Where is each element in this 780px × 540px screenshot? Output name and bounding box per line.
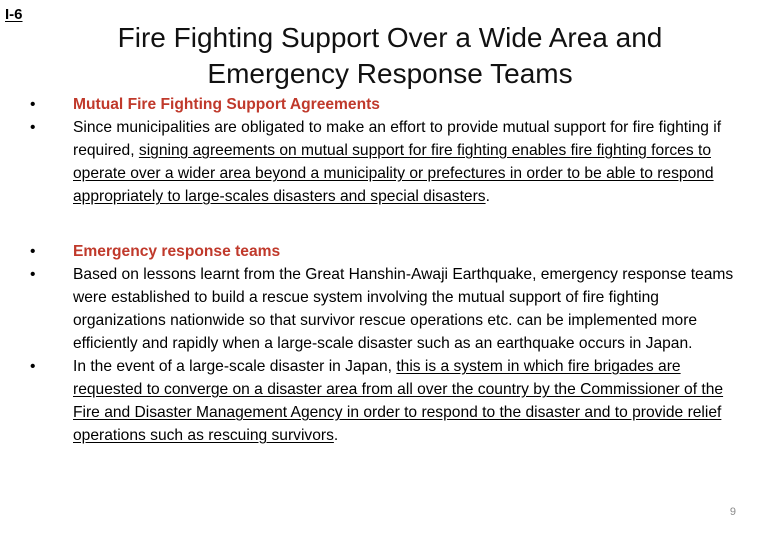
section-emergency-teams: [28, 240, 740, 447]
bullet-icon: •: [30, 96, 36, 113]
bullet-icon: •: [30, 243, 36, 260]
body-text: Based on lessons learnt from the Great Hanshin-Awaji Earthquake, emergency response teams were established to build a rescue system involving the mutual support of fire fighting organizations nationwide so that survivor rescue operations etc. can be implemented more efficiently and rapidly when a large-scale disaster such as an earthquake occurs in Japan.: [73, 266, 734, 352]
heading-emergency-teams: Emergency response teams: [73, 243, 281, 260]
bullet-heading-mutual-support: [28, 93, 740, 116]
page-number: 9: [729, 506, 736, 518]
body-suffix: .: [333, 427, 339, 444]
bullet-icon: •: [30, 266, 36, 283]
slide-title: Fire Fighting Support Over a Wide Area and Emergency Response Teams: [117, 22, 663, 89]
bullet-heading-emergency-teams: [28, 240, 740, 263]
body-underlined-text: signing agreements on mutual support for fire fighting enables fire fighting forces to operate over a wider area beyond a municipality or prefectures in order to be able to respond appropriately to large-scales disasters and special disasters: [73, 142, 714, 205]
heading-mutual-support: Mutual Fire Fighting Support Agreements: [73, 96, 380, 113]
body-underlined-text: this is a system in which fire brigades are requested to converge on a disaster area from all over the country by the Commissioner of the Fire and Disaster Management Agency in order to respond to the disaster and to provide relief operations such as rescuing survivors: [73, 358, 724, 444]
slide-id: I-6: [5, 6, 23, 23]
bullet-body-emergency-teams: [28, 263, 740, 355]
body-text: In the event of a large-scale disaster in Japan,: [73, 358, 397, 375]
section-mutual-support: [28, 93, 740, 208]
bullet-list: [28, 93, 740, 447]
bullet-body2-emergency-teams: [28, 355, 740, 447]
body-text: Since municipalities are obligated to make an effort to provide mutual support for fire fighting if required,: [73, 119, 722, 159]
body-suffix: .: [485, 188, 490, 205]
bullet-body-mutual-support: [28, 116, 740, 208]
bullet-icon: •: [30, 119, 36, 136]
bullet-icon: •: [30, 358, 36, 375]
